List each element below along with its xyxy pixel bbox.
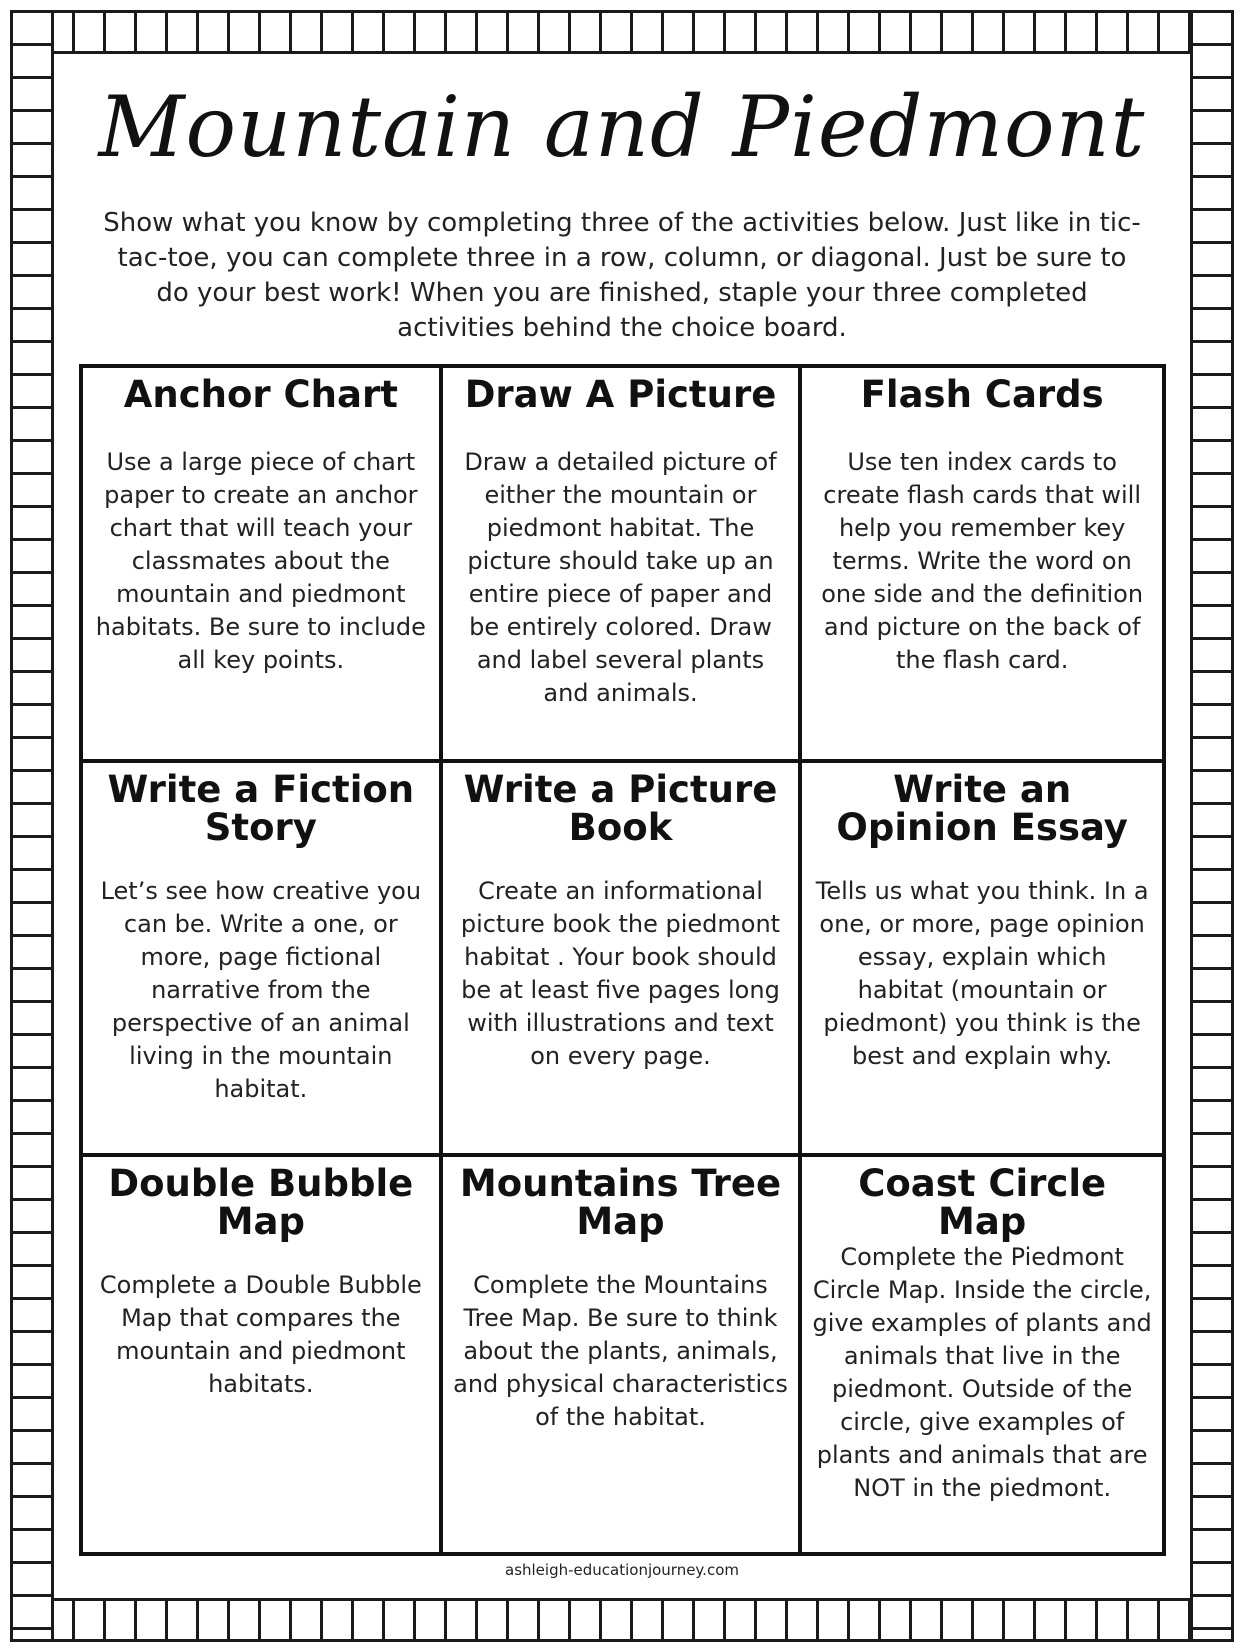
choice-cell-circle-map — [802, 1157, 1162, 1552]
cell-title: Write a Picture Book — [463, 767, 778, 849]
cell-title: Write a Fiction Story — [107, 767, 415, 849]
cell-description: Complete the Piedmont Circle Map. Inside the circle, give examples of plants and animals that live in the piedmont. Outside of the circle, give examples of plants and animals that are NOT in the piedmont. — [812, 1243, 1152, 1503]
cell-title: Write an Opinion Essay — [836, 767, 1128, 849]
instructions: Show what you know by completing three of the activities below. Just like in tic-tac-toe, you can complete three in a row, column, or diagonal. Just be sure to do your best work! When you are finished, staple your three completed activities behind the choice board. — [103, 208, 1141, 343]
cell-title: Flash Cards — [860, 373, 1104, 416]
cell-title: Anchor Chart — [123, 373, 398, 416]
choice-cell-double-bubble-map — [83, 1157, 443, 1552]
choice-cell-flash-cards — [802, 368, 1162, 763]
choice-cell-tree-map — [443, 1157, 803, 1552]
choice-cell-anchor-chart — [83, 368, 443, 763]
cell-description: Draw a detailed picture of either the mountain or piedmont habitat. The picture should take up an entire piece of paper and be entirely colored. Draw and label several plants and animals. — [464, 448, 777, 707]
choice-cell-picture-book — [443, 763, 803, 1158]
choice-board — [79, 364, 1166, 1556]
choice-cell-opinion-essay — [802, 763, 1162, 1158]
cell-description: Complete a Double Bubble Map that compares the mountain and piedmont habitats. — [99, 1271, 422, 1399]
cell-description: Complete the Mountains Tree Map. Be sure to think about the plants, animals, and physical characteristics of the habitat. — [453, 1271, 788, 1432]
cell-title: Draw A Picture — [464, 373, 777, 416]
choice-cell-draw-a-picture — [443, 368, 803, 763]
choice-cell-fiction-story — [83, 763, 443, 1158]
cell-description: Create an informational picture book the piedmont habitat . Your book should be at least five pages long with illustrations and text on every page. — [460, 876, 781, 1070]
cell-description: Let’s see how creative you can be. Write a one, or more, page fictional narrative from the perspective of an animal living in the mountain habitat. — [100, 876, 422, 1103]
cell-description: Use ten index cards to create flash cards that will help you remember key terms. Write the word on one side and the definition and picture on the back of the flash card. — [821, 448, 1144, 674]
footer-url: ashleigh-educationjourney.com — [505, 1561, 739, 1579]
cell-title: Coast Circle Map — [858, 1162, 1107, 1244]
cell-description: Tells us what you think. In a one, or more, page opinion essay, explain which habitat (mountain or piedmont) you think is the best and explain why. — [815, 876, 1149, 1070]
cell-description: Use a large piece of chart paper to create an anchor chart that will teach your classmates about the mountain and piedmont habitats. Be sure to include all key points. — [95, 448, 426, 674]
border-bottom — [10, 1598, 1234, 1642]
border-left — [10, 10, 54, 1642]
cell-title: Mountains Tree Map — [459, 1162, 782, 1244]
cell-title: Double Bubble Map — [108, 1162, 414, 1244]
page-title: Mountain and Piedmont — [98, 78, 1146, 176]
border-right — [1190, 10, 1234, 1642]
border-top — [10, 10, 1234, 54]
